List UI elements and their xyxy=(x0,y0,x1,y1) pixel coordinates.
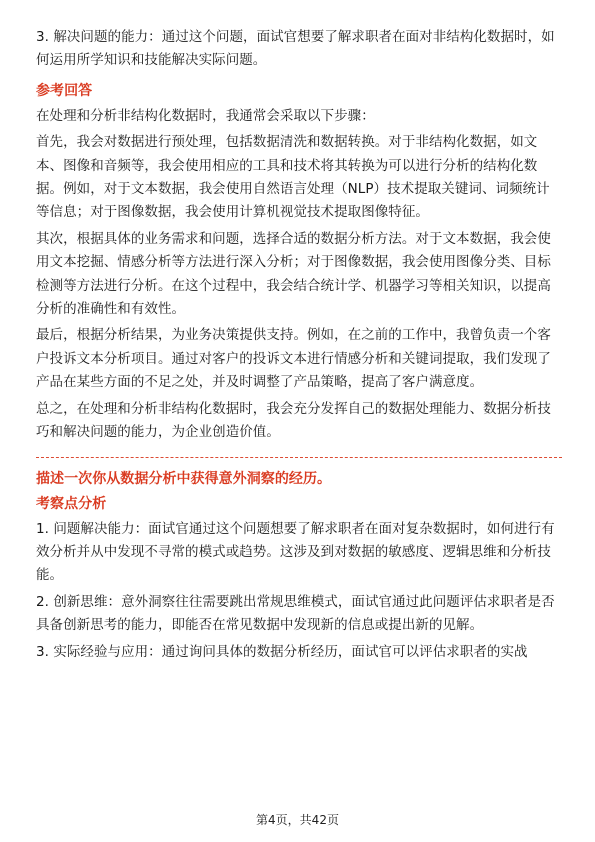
top-item: 3. 解决问题的能力：通过这个问题，面试官想要了解求职者在面对非结构化数据时，如何运用所学知识和技能解决实际问题。 xyxy=(36,29,555,69)
section-divider xyxy=(36,457,562,458)
answer-paragraph: 总之，在处理和分析非结构化数据时，我会充分发挥自己的数据处理能力、数据分析技巧和解决问题的能力，为企业创造价值。 xyxy=(36,400,551,441)
page-number: 第4页，共42页 xyxy=(256,813,339,827)
answer-paragraph: 在处理和分析非结构化数据时，我通常会采取以下步骤： xyxy=(36,107,375,124)
page-content xyxy=(36,26,562,664)
answer-paragraph: 其次，根据具体的业务需求和问题，选择合适的数据分析方法。对于文本数据，我会使用文本挖掘、情感分析等方法进行深入分析；对于图像数据，我会使用图像分类、目标检测等方法进行分析。在这个过程中，我会结合统计学、机器学习等相关知识，以提高分析的准确性和有效性。 xyxy=(36,230,551,318)
analysis-heading: 考察点分析 xyxy=(36,495,107,512)
answer-paragraph: 最后，根据分析结果，为业务决策提供支持。例如，在之前的工作中，我曾负责一个客户投诉文本分析项目。通过对客户的投诉文本进行情感分析和关键词提取，我们发现了产品在某些方面的不足之处，并及时调整了产品策略，提高了客户满意度。 xyxy=(36,327,551,391)
analysis-item: 2. 创新思维：意外洞察往往需要跳出常规思维模式，面试官通过此问题评估求职者是否具备创新思考的能力，即能否在常见数据中发现新的信息或提出新的见解。 xyxy=(36,593,555,634)
question-heading: 描述一次你从数据分析中获得意外洞察的经历。 xyxy=(36,470,332,487)
analysis-item: 3. 实际经验与应用：通过询问具体的数据分析经历，面试官可以评估求职者的实战 xyxy=(36,643,528,660)
analysis-item: 1. 问题解决能力：面试官通过这个问题想要了解求职者在面对复杂数据时，如何进行有效分析并从中发现不寻常的模式或趋势。这涉及到对数据的敏感度、逻辑思维和分析技能。 xyxy=(36,520,555,584)
answer-heading: 参考回答 xyxy=(36,82,93,99)
answer-paragraph: 首先，我会对数据进行预处理，包括数据清洗和数据转换。对于非结构化数据，如文本、图像和音频等，我会使用相应的工具和技术将其转换为可以进行分析的结构化数据。例如，对于文本数据，我会使用自然语言处理（NLP）技术提取关键词、词频统计等信息；对于图像数据，我会使用计算机视觉技术提取图像特征。 xyxy=(36,134,550,221)
